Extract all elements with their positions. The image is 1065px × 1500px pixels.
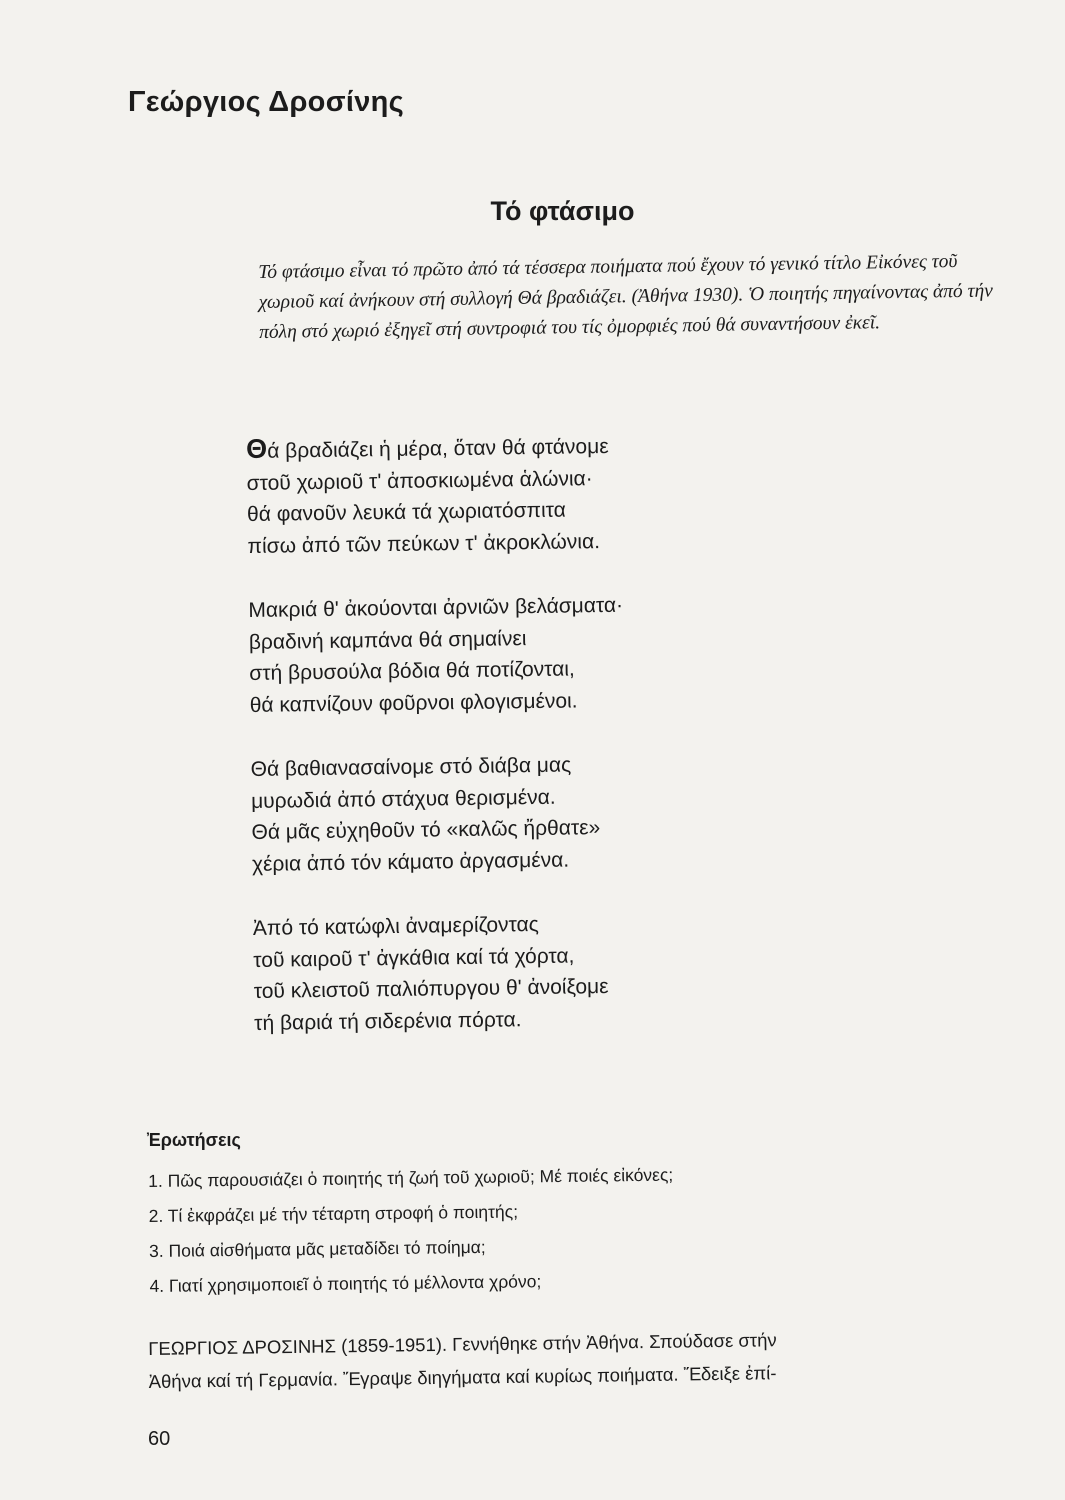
poem-line: βραδινή καμπάνα θά σημαίνει (248, 626, 527, 654)
poem-line-text: ά βραδιάζει ἡ μέρα, ὅταν θά φτάνομε (267, 434, 609, 463)
poem-line: μυρωδιά ἀπό στάχυα θερισμένα. (250, 785, 556, 813)
drop-cap: Θ (245, 433, 268, 464)
poem-line: τή βαριά τή σιδερένια πόρτα. (254, 1007, 522, 1035)
poem-line: στή βρυσούλα βόδια θά ποτίζονται, (249, 657, 575, 685)
poem-line: πίσω ἀπό τῶν πεύκων τ' ἀκροκλώνια. (247, 529, 601, 558)
questions-list (148, 1154, 950, 1304)
poem-title: Τό φτάσιμο (490, 196, 635, 226)
question-item: 4. Γιατί χρησιμοποιεῖ ὁ ποιητής τό μέλλοντα χρόνο; (149, 1271, 542, 1296)
author-heading: Γεώργιος Δροσίνης (128, 86, 405, 118)
stanza-1 (246, 428, 808, 562)
poem-line: τοῦ κλειστοῦ παλιόπυργου θ' ἀνοίξομε (253, 974, 609, 1003)
poem-line: θά καπνίζουν φοῦρνοι φλογισμένοι. (249, 688, 578, 717)
intro-paragraph (258, 246, 999, 348)
poem-line: θά φανοῦν λευκά τά χωριατόσπιτα (246, 498, 567, 526)
author-biography (148, 1320, 1019, 1398)
poem-line: χέρια ἀπό τόν κάματο ἀργασμένα. (251, 848, 570, 876)
stanza-4 (253, 905, 815, 1039)
question-item: 1. Πῶς παρουσιάζει ὁ ποιητής τή ζωή τοῦ χωριοῦ; Μέ ποιές εἰκόνες; (148, 1164, 674, 1191)
poem-line: Μακριά θ' ἀκούονται ἀρνιῶν βελάσματα· (248, 593, 624, 622)
page-number: 60 (148, 1428, 171, 1450)
bio-line: ΓΕΩΡΓΙΟΣ ΔΡΟΣΙΝΗΣ (1859-1951). Γεννήθηκε στήν Ἀθήνα. Σπούδασε στήν (148, 1329, 777, 1359)
question-item: 2. Τί ἐκφράζει μέ τήν τέταρτη στροφή ὁ ποιητής; (148, 1201, 519, 1226)
stanza-3 (250, 746, 812, 880)
intro-text: Τό φτάσιμο εἶναι τό πρῶτο ἀπό τά τέσσερα ποιήματα πού ἔχουν τό γενικό τίτλο Εἰκόνες τοῦ χωριοῦ καί ἀνήκουν στή συλλογή Θά βραδιάζει. (Ἀθήνα 1930). Ὁ ποιητής πηγαίνοντας ἀπό τήν πόλη στό χωριό ἐξηγεῖ στή συντροφιά του τίς ὀμορφιές πού θά συναντήσουν ἐκεῖ. (258, 251, 994, 343)
poem-line: Θά μᾶς εὐχηθοῦν τό «καλῶς ἤρθατε» (251, 816, 601, 844)
poem-line: Ἀπό τό κατώφλι ἀναμερίζοντας (252, 912, 539, 940)
question-item: 3. Ποιά αἰσθήματα μᾶς μεταδίδει τό ποίημα; (148, 1236, 486, 1261)
stanza-2 (248, 587, 810, 721)
poem-line: Θά βαθιανασαίνομε στό διάβα μας (250, 753, 572, 781)
questions-heading: Ἐρωτήσεις (147, 1130, 241, 1150)
poem-line: τοῦ καιροῦ τ' ἀγκάθια καί τά χόρτα, (253, 943, 575, 972)
poem-body (246, 428, 815, 1072)
poem-line: στοῦ χωριοῦ τ' ἀποσκιωμένα ἁλώνια· (246, 466, 593, 495)
bio-line: Ἀθήνα καί τή Γερμανία. Ἔγραψε διηγήματα καί κυρίως ποιήματα. Ἔδειξε ἐπί- (148, 1362, 777, 1392)
